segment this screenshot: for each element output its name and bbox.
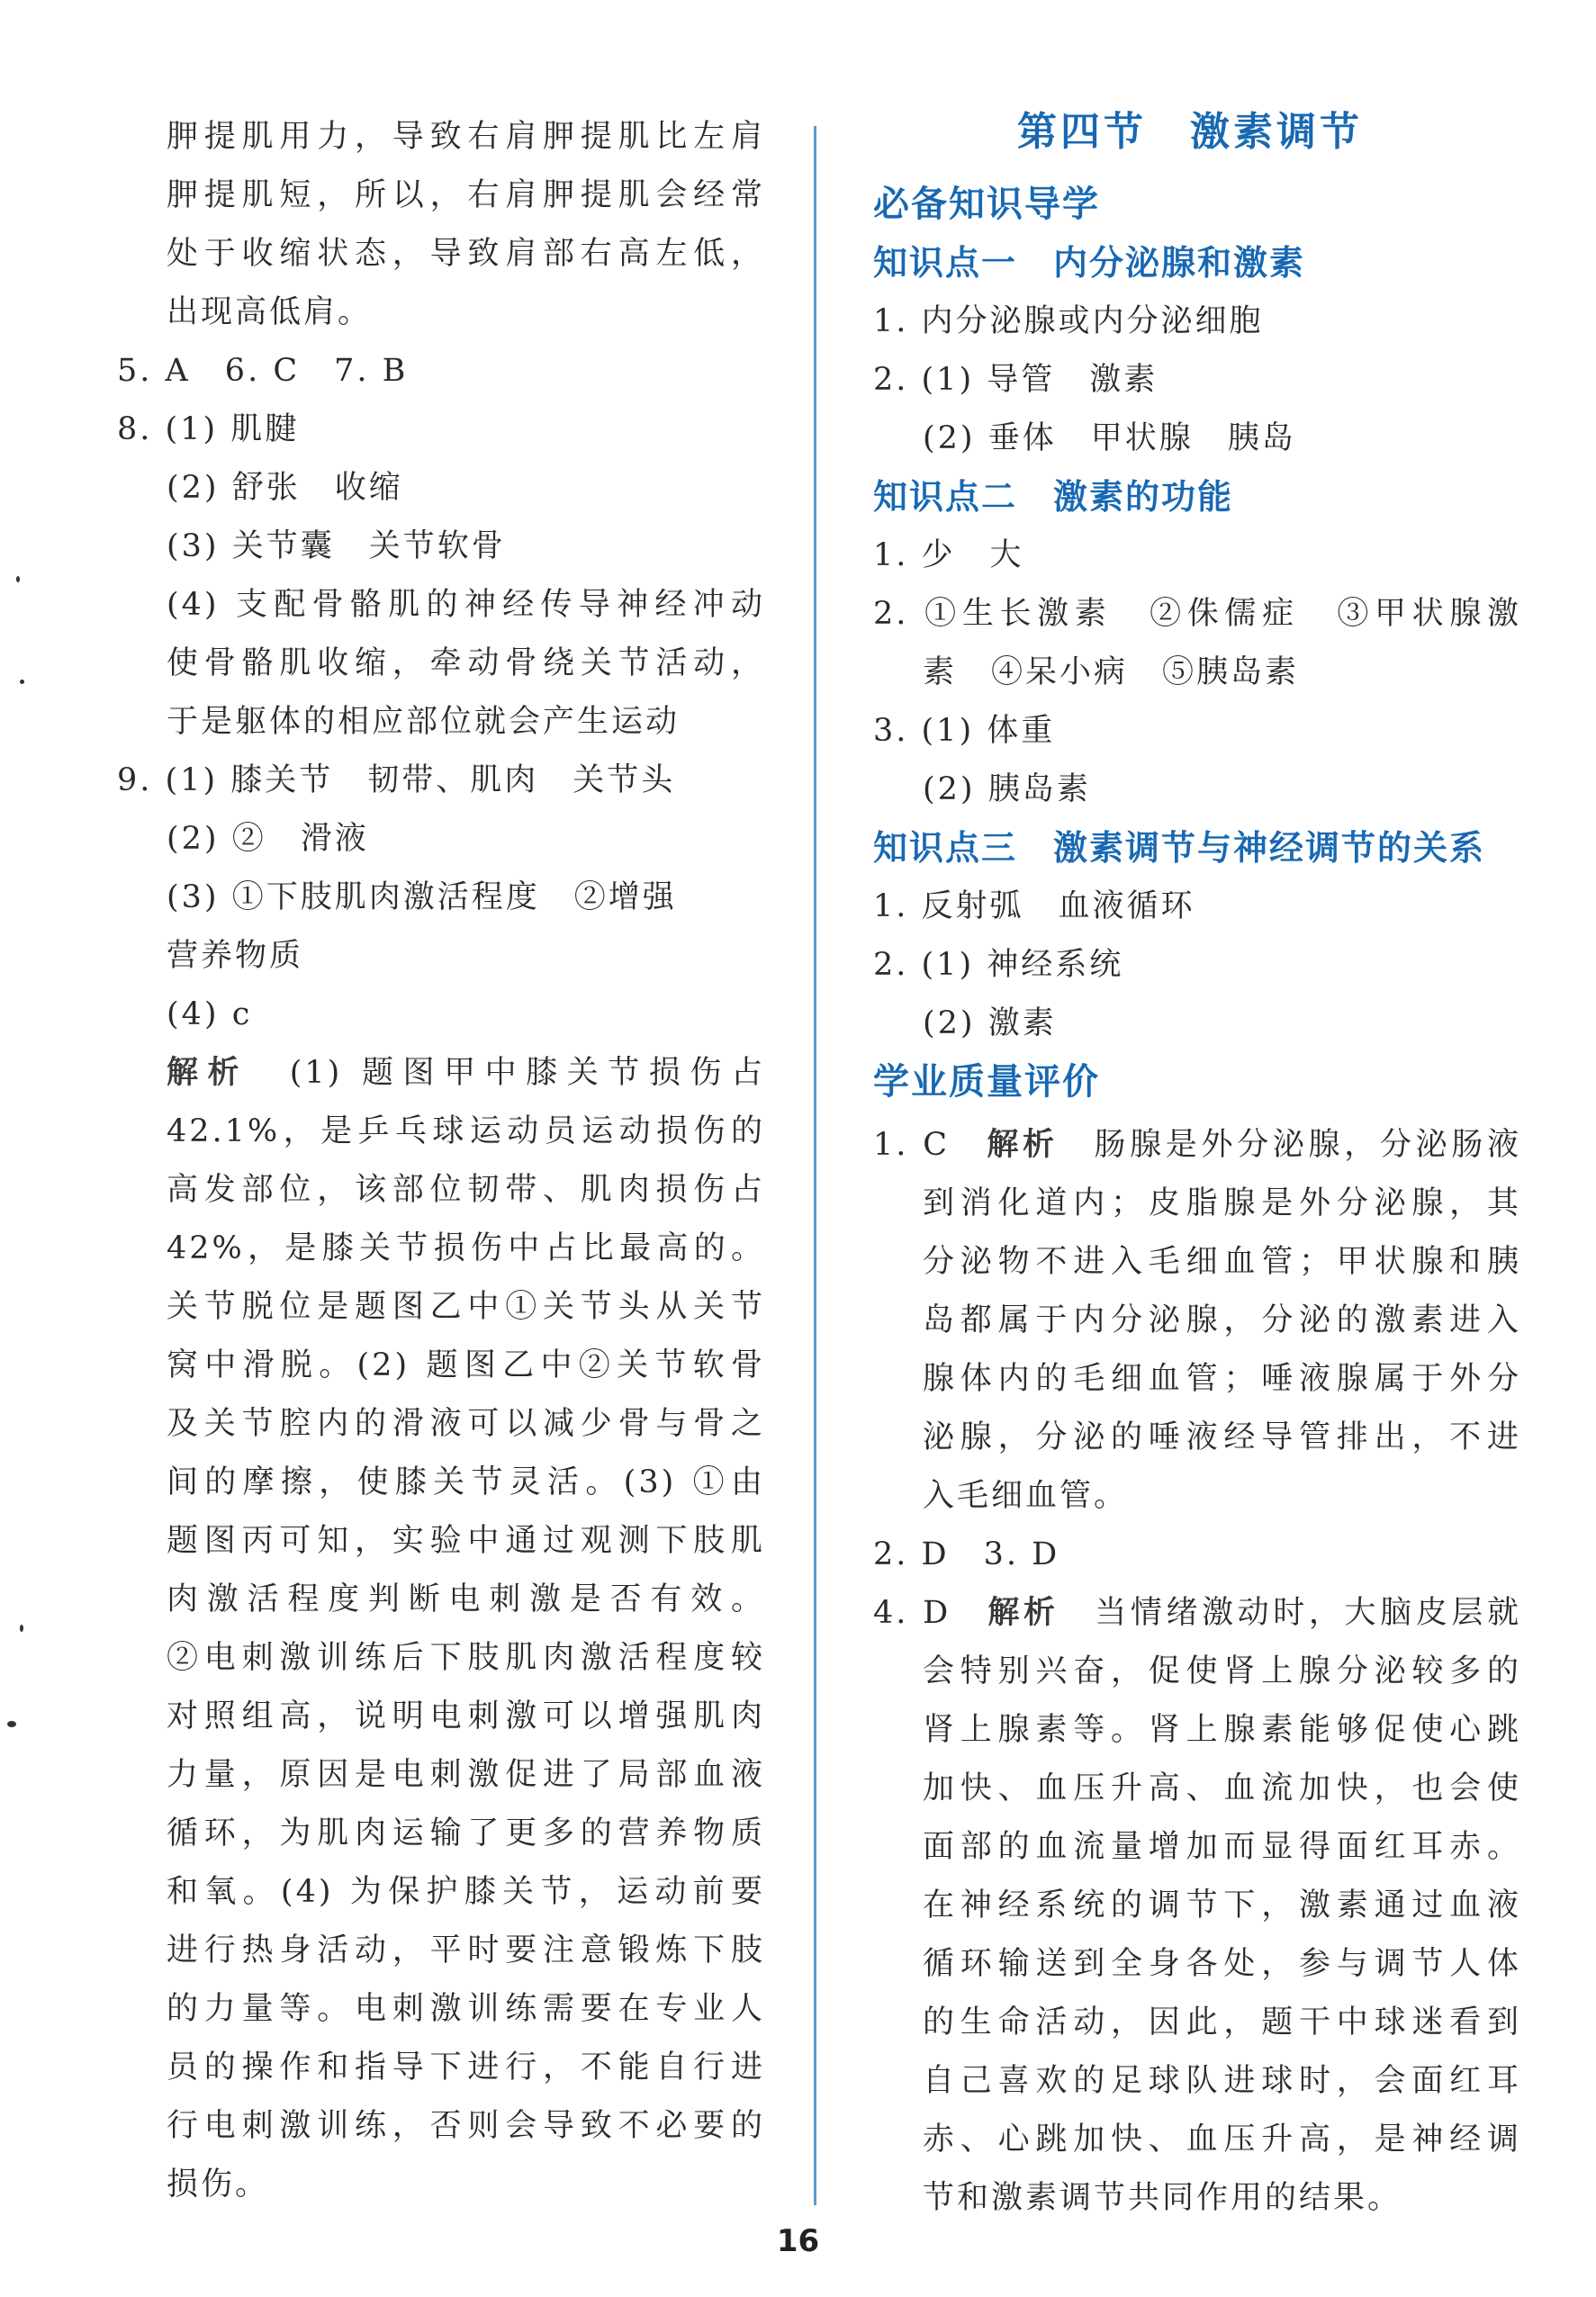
section-heading: 必备知识导学 xyxy=(873,183,1100,225)
text-line: 对照组高，说明电刺激可以增强肌肉 xyxy=(167,1698,765,1734)
text-line: 泌腺，分泌的唾液经导管排出，不进 xyxy=(923,1419,1521,1455)
text-line: 入毛细血管。 xyxy=(923,1478,1129,1514)
text-line: 于是躯体的相应部位就会产生运动 xyxy=(167,704,681,740)
text-line: 循环输送到全身各处，参与调节人体 xyxy=(923,1946,1521,1982)
answer-text: 1. C xyxy=(873,1127,950,1163)
text-line xyxy=(873,1593,1521,1633)
text-line: 2. ①生长激素 ②侏儒症 ③甲状腺激 xyxy=(873,596,1521,632)
text-line: 循环，为肌肉运输了更多的营养物质 xyxy=(167,1815,765,1851)
text-line: 1. 少 大 xyxy=(873,537,1024,573)
knowledge-point-heading: 知识点三 激素调节与神经调节的关系 xyxy=(873,827,1486,868)
text-line: 进行热身活动，平时要注意锻炼下肢 xyxy=(167,1932,765,1968)
text-line: 42.1%，是乒乓球运动员运动损伤的 xyxy=(167,1113,765,1149)
text-line: 力量，原因是电刺激促进了局部血液 xyxy=(167,1757,765,1793)
text-line: 关节脱位是题图乙中①关节头从关节 xyxy=(167,1289,765,1325)
analysis-label: 解析 xyxy=(987,1594,1059,1631)
text-line: 窝中滑脱。(2) 题图乙中②关节软骨 xyxy=(167,1347,765,1383)
text-line: 处于收缩状态，导致肩部右高左低， xyxy=(167,236,765,272)
text-line: 2. D 3. D xyxy=(873,1536,1060,1572)
text-line: 3. (1) 体重 xyxy=(873,713,1056,749)
text-line: 高发部位，该部位韧带、肌肉损伤占 xyxy=(167,1172,765,1208)
text-line: 营养物质 xyxy=(167,938,304,974)
text-line: (2) 垂体 甲状腺 胰岛 xyxy=(923,420,1296,456)
text-line: 面部的血流量增加而显得面红耳赤。 xyxy=(923,1829,1521,1865)
scan-speck xyxy=(16,576,20,582)
text-line: 的力量等。电刺激训练需要在专业人 xyxy=(167,1991,765,2027)
text-line: 2. (1) 神经系统 xyxy=(873,947,1124,983)
text-line: (4) 支配骨骼肌的神经传导神经冲动 xyxy=(167,587,765,623)
text-line: ②电刺激训练后下肢肌肉激活程度较 xyxy=(167,1640,765,1676)
text-line: (2) 激素 xyxy=(923,1005,1057,1041)
text-line: 素 ④呆小病 ⑤胰岛素 xyxy=(923,654,1300,690)
text-line: 分泌物不进入毛细血管；甲状腺和胰 xyxy=(923,1244,1521,1280)
text-line: 赤、心跳加快、血压升高，是神经调 xyxy=(923,2121,1521,2157)
analysis-text: 当情绪激动时，大脑皮层就 xyxy=(1095,1595,1521,1631)
text-line: 1. 反射弧 血液循环 xyxy=(873,888,1195,924)
text-line: 行电刺激训练，否则会导致不必要的 xyxy=(167,2108,765,2144)
scan-speck xyxy=(20,680,24,684)
text-line: 题图丙可知，实验中通过观测下肢肌 xyxy=(167,1523,765,1559)
text-line: 的生命活动，因此，题干中球迷看到 xyxy=(923,2004,1521,2040)
text-line: 肾上腺素等。肾上腺素能够促使心跳 xyxy=(923,1712,1521,1748)
text-line: 42%，是膝关节损伤中占比最高的。 xyxy=(167,1230,765,1266)
section-title: 第四节 激素调节 xyxy=(1017,109,1363,155)
page-number: 16 xyxy=(776,2223,820,2259)
text-line: 会特别兴奋，促使肾上腺分泌较多的 xyxy=(923,1653,1521,1689)
text-line: 岛都属于内分泌腺，分泌的激素进入 xyxy=(923,1302,1521,1338)
text-line xyxy=(873,1125,1521,1165)
text-line: 胛提肌用力，导致右肩胛提肌比左肩 xyxy=(167,119,765,155)
text-line: 出现高低肩。 xyxy=(167,294,373,330)
text-line: (2) ② 滑液 xyxy=(167,821,369,857)
text-line: 间的摩擦，使膝关节灵活。(3) ①由 xyxy=(167,1464,765,1500)
text-line: 节和激素调节共同作用的结果。 xyxy=(923,2180,1402,2216)
text-line: 腺体内的毛细血管；唾液腺属于外分 xyxy=(923,1361,1521,1397)
text-line: 和氧。(4) 为保护膝关节，运动前要 xyxy=(167,1874,765,1910)
text-line: 9. (1) 膝关节 韧带、肌肉 关节头 xyxy=(117,762,676,798)
text-line: 胛提肌短，所以，右肩胛提肌会经常 xyxy=(167,177,765,213)
answer-text: 4. D xyxy=(873,1595,951,1631)
text-line: 1. 内分泌腺或内分泌细胞 xyxy=(873,303,1264,339)
text-line xyxy=(167,1053,765,1093)
section-heading: 学业质量评价 xyxy=(873,1060,1100,1103)
knowledge-point-heading: 知识点一 内分泌腺和激素 xyxy=(873,242,1306,283)
text-line: (4) c xyxy=(167,996,253,1032)
text-line: (2) 舒张 收缩 xyxy=(167,470,403,506)
analysis-text: (1) 题图甲中膝关节损伤占 xyxy=(289,1055,765,1091)
text-line: 员的操作和指导下进行，不能自行进 xyxy=(167,2049,765,2085)
text-line: 自己喜欢的足球队进球时，会面红耳 xyxy=(923,2063,1521,2099)
text-line: 到消化道内；皮脂腺是外分泌腺，其 xyxy=(923,1185,1521,1221)
text-line: 肉激活程度判断电刺激是否有效。 xyxy=(167,1581,765,1617)
column-divider xyxy=(814,126,816,2205)
text-line: (3) 关节囊 关节软骨 xyxy=(167,528,506,564)
text-line: 损伤。 xyxy=(167,2166,270,2202)
scan-speck xyxy=(20,1625,23,1632)
text-line: 5. A 6. C 7. B xyxy=(117,353,409,389)
text-line: 8. (1) 肌腱 xyxy=(117,411,300,447)
text-line: 使骨骼肌收缩，牵动骨绕关节活动， xyxy=(167,645,765,681)
text-line: 2. (1) 导管 激素 xyxy=(873,362,1159,398)
scan-speck xyxy=(7,1721,16,1727)
text-line: 加快、血压升高、血流加快，也会使 xyxy=(923,1770,1521,1806)
text-line: 在神经系统的调节下，激素通过血液 xyxy=(923,1887,1521,1923)
text-line: (3) ①下肢肌肉激活程度 ②增强 xyxy=(167,879,677,915)
analysis-label: 解析 xyxy=(167,1054,249,1091)
text-line: 及关节腔内的滑液可以减少骨与骨之 xyxy=(167,1406,765,1442)
knowledge-point-heading: 知识点二 激素的功能 xyxy=(873,476,1234,517)
text-line: (2) 胰岛素 xyxy=(923,771,1091,807)
analysis-text: 肠腺是外分泌腺，分泌肠液 xyxy=(1094,1127,1521,1163)
analysis-label: 解析 xyxy=(987,1126,1059,1163)
